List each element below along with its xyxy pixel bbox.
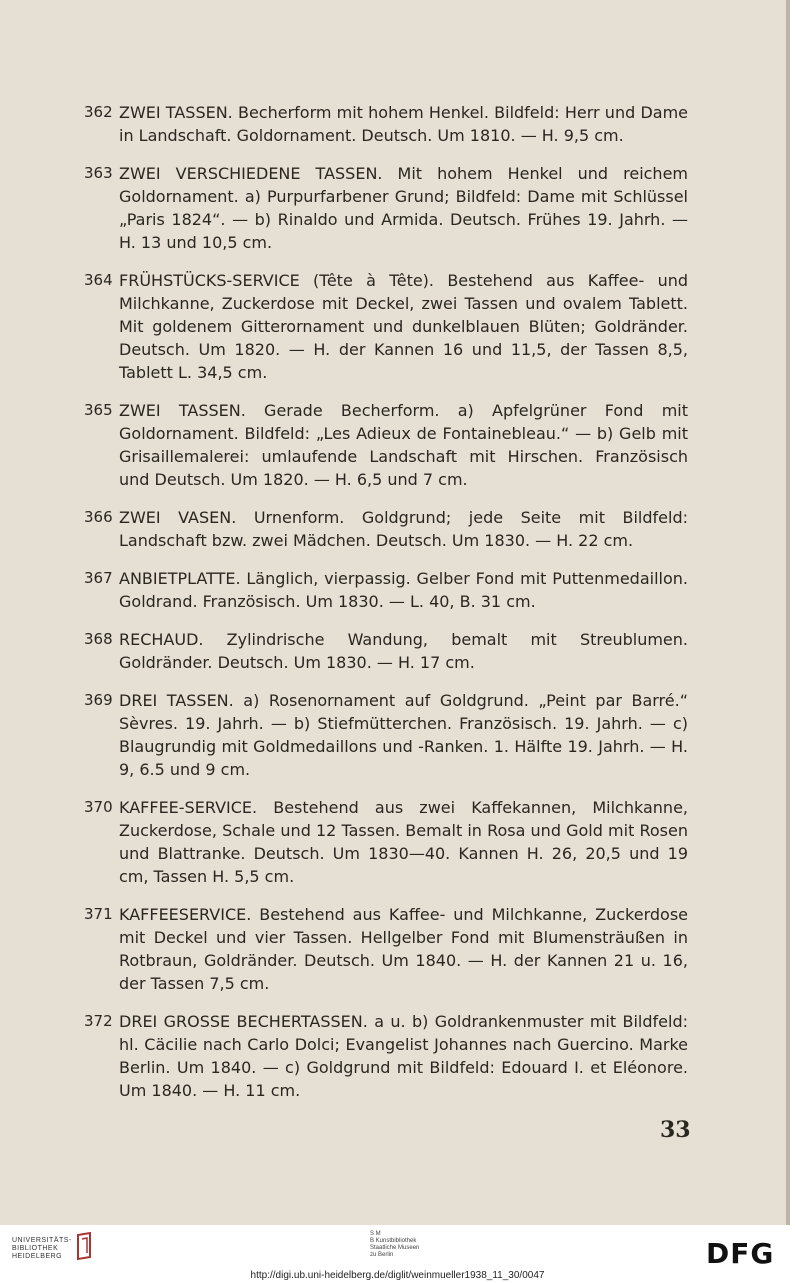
entry-number: 371 — [84, 905, 113, 923]
entry-number: 367 — [84, 569, 113, 587]
entry-text: ZWEI VERSCHIEDENE TASSEN. Mit hohem Henkel und reichem Goldornament. a) Purpurfarbener Grund; Bildfeld: Dame mit Schlüssel „Paris 1824“. — b) Rinaldo und Armida. Deutsch. Frühes 19. Jahrh. — H. 13 und 10,5 cm. — [119, 164, 688, 252]
entry-text: ZWEI TASSEN. Becherform mit hohem Henkel. Bildfeld: Herr und Dame in Landschaft. Goldornament. Deutsch. Um 1810. — H. 9,5 cm. — [119, 103, 688, 145]
catalog-entry — [84, 162, 688, 254]
entry-number: 363 — [84, 164, 113, 182]
entry-text: ZWEI VASEN. Urnenform. Goldgrund; jede Seite mit Bildfeld: Landschaft bzw. zwei Mädchen. Deutsch. Um 1830. — H. 22 cm. — [119, 508, 688, 550]
entry-number: 362 — [84, 103, 113, 121]
entry-number: 366 — [84, 508, 113, 526]
entry-number: 370 — [84, 798, 113, 816]
entry-number: 368 — [84, 630, 113, 648]
catalog-entry — [84, 269, 688, 384]
library-logo-text[interactable]: UNIVERSITÄTS- BIBLIOTHEK HEIDELBERG — [12, 1237, 72, 1260]
entry-text: RECHAUD. Zylindrische Wandung, bemalt mit Streublumen. Goldränder. Deutsch. Um 1830. — H. 17 cm. — [119, 630, 688, 672]
catalog-entry — [84, 567, 688, 613]
entry-text: FRÜHSTÜCKS-SERVICE (Tête à Tête). Bestehend aus Kaffee- und Milchkanne, Zuckerdose mit Deckel, zwei Tassen und ovalem Tablett. Mit goldenem Gitterornament und dunkelblauen Blüten; Goldränder. Deutsch. Um 1820. — H. der Kannen 16 und 11,5, der Tassen 8,5, Tablett L. 34,5 cm. — [119, 271, 688, 382]
catalog-entry — [84, 399, 688, 491]
dfg-logo[interactable]: DFG — [706, 1237, 775, 1270]
entry-number: 365 — [84, 401, 113, 419]
entry-number: 369 — [84, 691, 113, 709]
library-emblem-icon — [74, 1231, 94, 1261]
entry-text: ZWEI TASSEN. Gerade Becherform. a) Apfelgrüner Fond mit Goldornament. Bildfeld: „Les Adieux de Fontainebleau.“ — b) Gelb mit Grisaillemalerei: umlaufende Landschaft mit Hirschen. Französisch und Deutsch. Um 1820. — H. 6,5 und 7 cm. — [119, 401, 688, 489]
catalog-entries — [84, 101, 688, 1117]
entry-text: DREI GROSSE BECHERTASSEN. a u. b) Goldrankenmuster mit Bildfeld: hl. Cäcilie nach Carlo Dolci; Evangelist Johannes nach Guercino. Marke Berlin. Um 1840. — c) Goldgrund mit Bildfeld: Edouard I. et Eléonore. Um 1840. — H. 11 cm. — [119, 1012, 688, 1100]
catalog-entry — [84, 506, 688, 552]
catalog-entry — [84, 903, 688, 995]
catalog-entry — [84, 628, 688, 674]
entry-text: DREI TASSEN. a) Rosenornament auf Goldgrund. „Peint par Barré.“ Sèvres. 19. Jahrh. — b) Stiefmütterchen. Französisch. 19. Jahrh. — c) Blaugrundig mit Goldmedaillons und -Ranken. 1. Hälfte 19. Jahrh. — H. 9, 6.5 und 9 cm. — [119, 691, 688, 779]
entry-text: KAFFEESERVICE. Bestehend aus Kaffee- und Milchkanne, Zuckerdose mit Deckel und vier Tassen. Hellgelber Fond mit Blumensträußen in Rotbraun, Goldränder. Deutsch. Um 1840. — H. der Kannen 21 u. 16, der Tassen 7,5 cm. — [119, 905, 688, 993]
museum-stamp: S M B Kunstbibliothek Staatliche Museen zu Berlin — [370, 1231, 420, 1258]
entry-text: ANBIETPLATTE. Länglich, vierpassig. Gelber Fond mit Puttenmedaillon. Goldrand. Französisch. Um 1830. — L. 40, B. 31 cm. — [119, 569, 688, 611]
catalog-entry — [84, 1010, 688, 1102]
catalog-entry — [84, 796, 688, 888]
entry-number: 372 — [84, 1012, 113, 1030]
page-number: 33 — [660, 1117, 691, 1143]
catalog-entry — [84, 101, 688, 147]
entry-text: KAFFEE-SERVICE. Bestehend aus zwei Kaffekannen, Milchkanne, Zuckerdose, Schale und 12 Tassen. Bemalt in Rosa und Gold mit Rosen und Blattranke. Deutsch. Um 1830—40. Kannen H. 26, 20,5 und 19 cm, Tassen H. 5,5 cm. — [119, 798, 688, 886]
entry-number: 364 — [84, 271, 113, 289]
permalink-url[interactable]: http://digi.ub.uni-heidelberg.de/diglit/weinmueller1938_11_30/0047 — [250, 1270, 545, 1281]
catalog-entry — [84, 689, 688, 781]
